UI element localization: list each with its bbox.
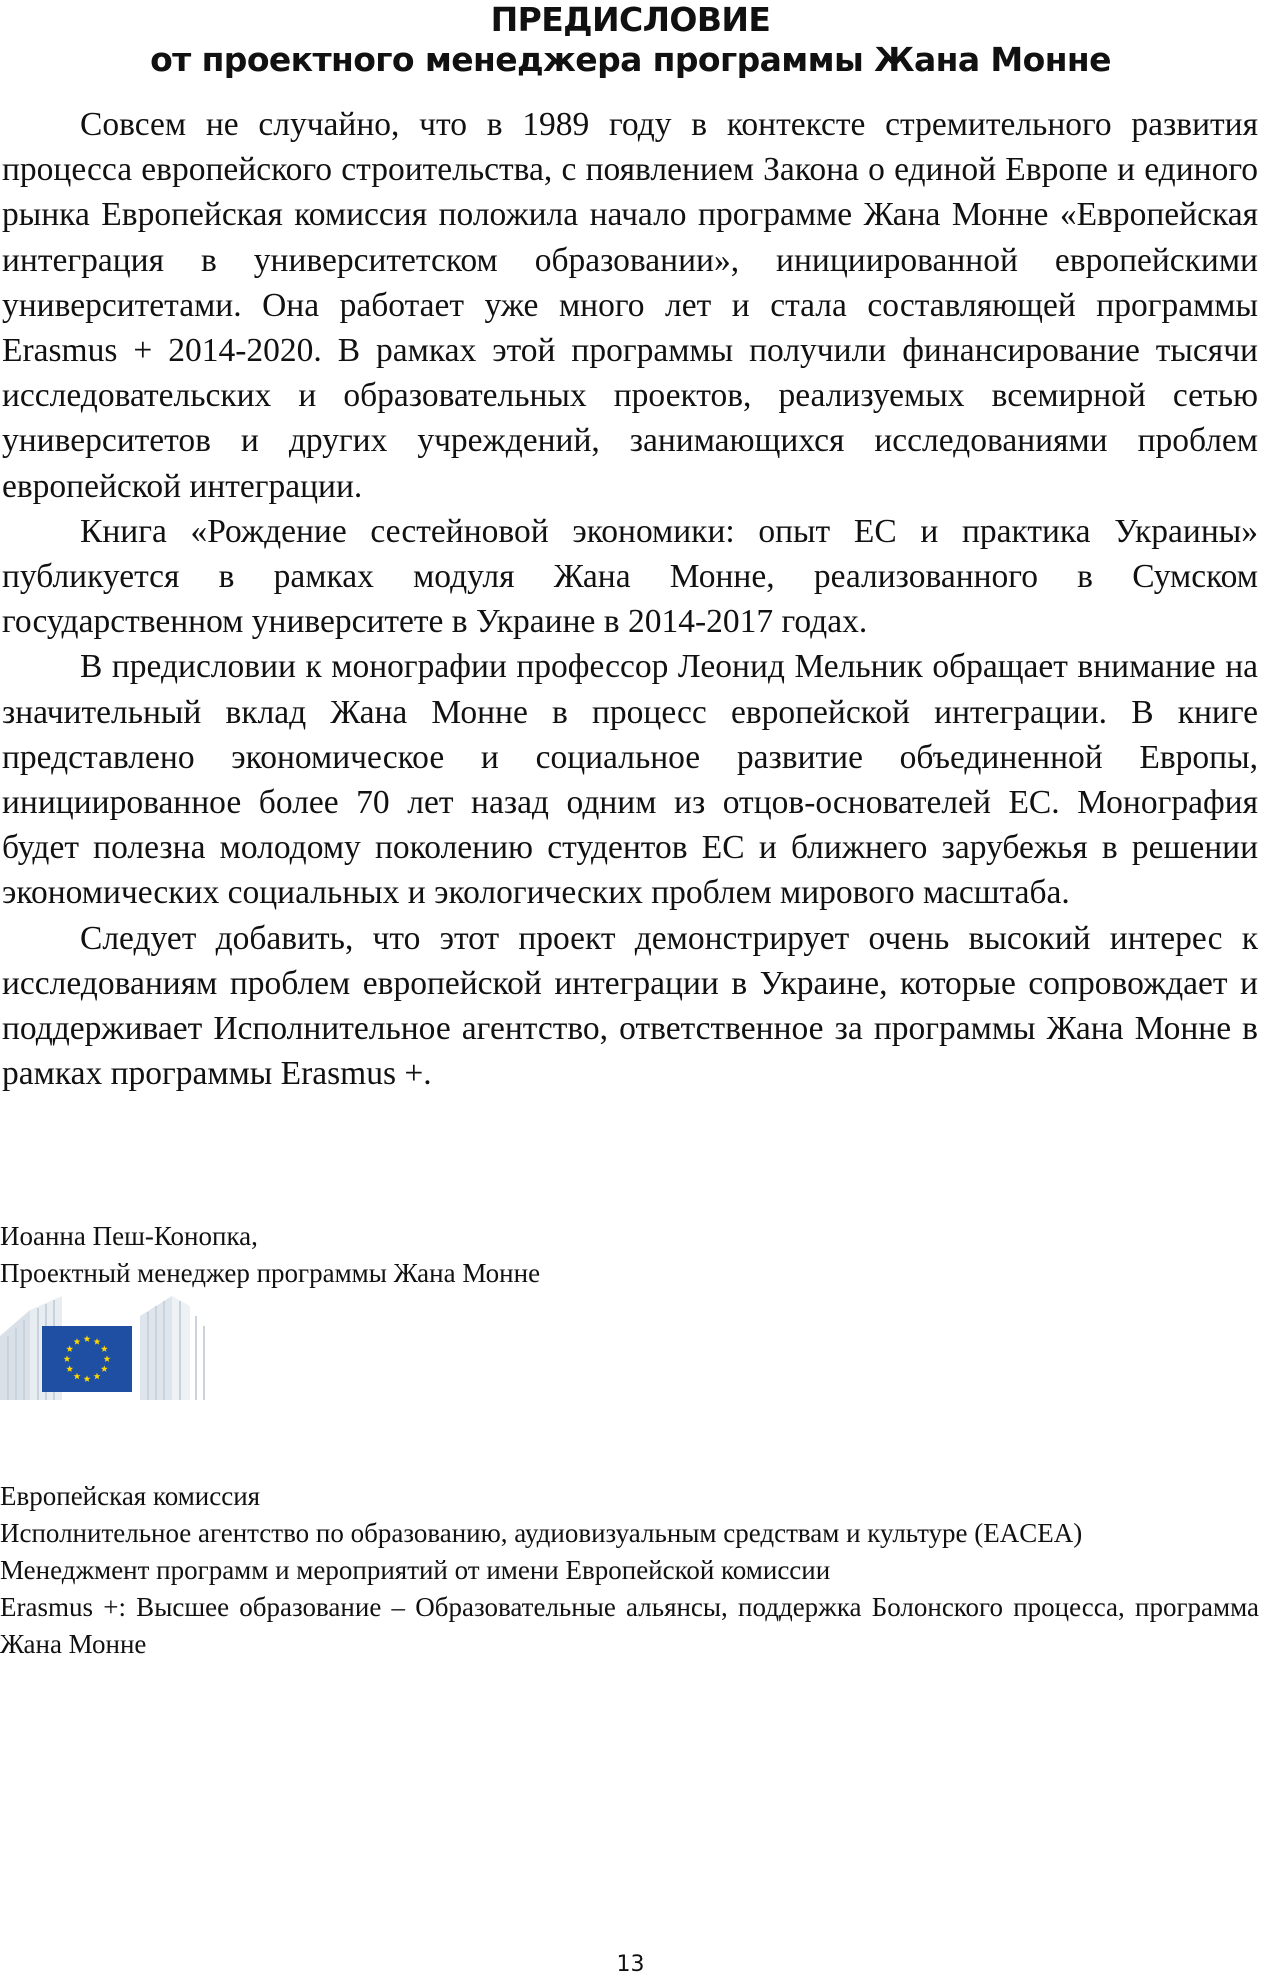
paragraph-2: Книга «Рождение сестейновой экономики: опыт ЕС и практика Украины» публикуется в рамках модуля Жана Монне, реализованного в Сумском государственном университете в Украине в 2014-2017 годах.: [2, 512, 1258, 641]
page-subtitle: от проектного менеджера программы Жана Монне: [150, 40, 1111, 79]
signature-block: [0, 1218, 1000, 1292]
org-management: Менеджмент программ и мероприятий от имени Европейской комиссии: [0, 1555, 831, 1585]
page-title: ПРЕДИСЛОВИЕ: [490, 0, 771, 39]
organization-block: [0, 1478, 1259, 1663]
org-commission: Европейская комиссия: [0, 1481, 261, 1511]
paragraph-4: Следует добавить, что этот проект демонстрирует очень высокий интерес к исследованиям проблем европейской интеграции в Украине, которые сопровождает и поддерживает Исполнительное агентство, ответственное за программы Жана Монне в рамках программы Erasmus +.: [2, 919, 1258, 1093]
eu-flag-logo: [0, 1296, 208, 1400]
page-number: 13: [616, 1952, 645, 1977]
signature-name: Иоанна Пеш-Конопка,: [0, 1221, 258, 1251]
org-erasmus: Erasmus +: Высшее образование – Образовательные альянсы, поддержка Болонского процесса, программа Жана Монне: [0, 1592, 1259, 1659]
body-text: [2, 102, 1258, 1096]
paragraph-1: Совсем не случайно, что в 1989 году в контексте стремительного развития процесса европейского строительства, с появлением Закона о единой Европе и единого рынка Европейская комиссия положила начало программе Жана Монне «Европейская интеграция в университетском образовании», инициированной европейскими университетами. Она работает уже много лет и стала составляющей программы Erasmus + 2014-2020. В рамках этой программы получили финансирование тысячи исследовательских и образовательных проектов, реализуемых всемирной сетью университетов и других учреждений, занимающихся исследованиями проблем европейской интеграции.: [2, 106, 1258, 505]
org-agency: Исполнительное агентство по образованию, аудиовизуальным средствам и культуре (EACEA): [0, 1518, 1083, 1548]
signature-role: Проектный менеджер программы Жана Монне: [0, 1258, 541, 1288]
paragraph-3: В предисловии к монографии профессор Леонид Мельник обращает внимание на значительный вклад Жана Монне в процесс европейской интеграции. В книге представлено экономическое и социальное развитие объединенной Европы, инициированное более 70 лет назад одним из отцов-основателей ЕС. Монография будет полезна молодому поколению студентов ЕС и ближнего зарубежья в решении экономических социальных и экологических проблем мирового масштаба.: [2, 648, 1258, 912]
